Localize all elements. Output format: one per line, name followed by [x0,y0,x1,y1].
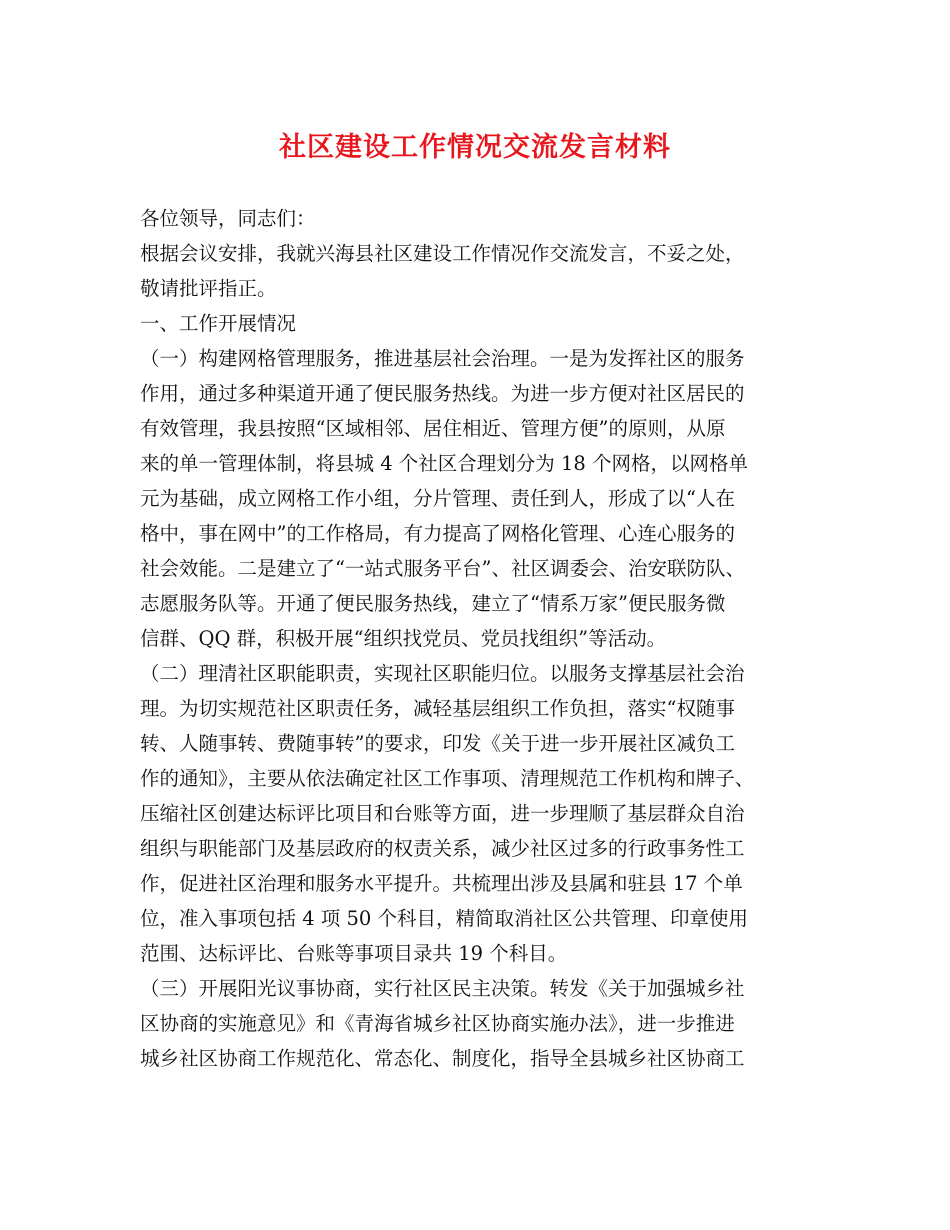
paragraph-line: 组织与职能部门及基层政府的权责关系，减少社区过多的行政事务性工 [140,837,745,860]
paragraph-line: 根据会议安排，我就兴海县社区建设工作情况作交流发言，不妥之处， [140,242,745,265]
paragraph-line: 志愿服务队等。开通了便民服务热线，建立了“情系万家”便民服务微 [140,592,726,615]
paragraph-line: 理。为切实规范社区职责任务，减轻基层组织工作负担，落实“权随事 [140,697,735,720]
paragraph-line: 范围、达标评比、台账等事项目录共 19 个科目。 [140,942,568,965]
paragraph-line: 信群、QQ 群，积极开展“组织找党员、党员找组织”等活动。 [140,627,667,650]
paragraph-line: 区协商的实施意见》和《青海省城乡社区协商实施办法》，进一步推进 [140,1012,735,1035]
paragraph-line: （二）理清社区职能职责，实现社区职能归位。以服务支撑基层社会治 [140,662,745,685]
paragraph-line: 敬请批评指正。 [140,277,277,300]
document-body [140,201,820,1076]
paragraph-line: 社会效能。二是建立了“一站式服务平台”、社区调委会、治安联防队、 [140,557,745,580]
salutation-line: 各位领导，同志们： [140,207,316,230]
paragraph-line: 格中，事在网中”的工作格局，有力提高了网格化管理、心连心服务的 [140,522,735,545]
paragraph-line: （一）构建网格管理服务，推进基层社会治理。一是为发挥社区的服务 [140,347,745,370]
paragraph-line: 作，促进社区治理和服务水平提升。共梳理出涉及县属和驻县 17 个单 [140,872,743,895]
paragraph-line: 有效管理，我县按照“区域相邻、居住相近、管理方便”的原则，从原 [140,417,726,440]
paragraph-line: （三）开展阳光议事协商，实行社区民主决策。转发《关于加强城乡社 [140,977,745,1000]
paragraph-line: 来的单一管理体制，将县城 4 个社区合理划分为 18 个网格，以网格单 [140,452,749,475]
paragraph-line: 作的通知》，主要从依法确定社区工作事项、清理规范工作机构和牌子、 [140,767,755,790]
paragraph-line: 城乡社区协商工作规范化、常态化、制度化，指导全县城乡社区协商工 [140,1047,745,1070]
paragraph-line: 元为基础，成立网格工作小组，分片管理、责任到人，形成了以“人在 [140,487,735,510]
paragraph-line: 转、人随事转、费随事转”的要求，印发《关于进一步开展社区减负工 [140,732,735,755]
paragraph-line: 作用，通过多种渠道开通了便民服务热线。为进一步方便对社区居民的 [140,382,745,405]
document-title: 社区建设工作情况交流发言材料 [279,132,671,163]
paragraph-line: 位，准入事项包括 4 项 50 个科目，精简取消社区公共管理、印章使用 [140,907,749,930]
paragraph-line: 压缩社区创建达标评比项目和台账等方面，进一步理顺了基层群众自治 [140,802,745,825]
section-heading: 一、工作开展情况 [140,312,297,335]
